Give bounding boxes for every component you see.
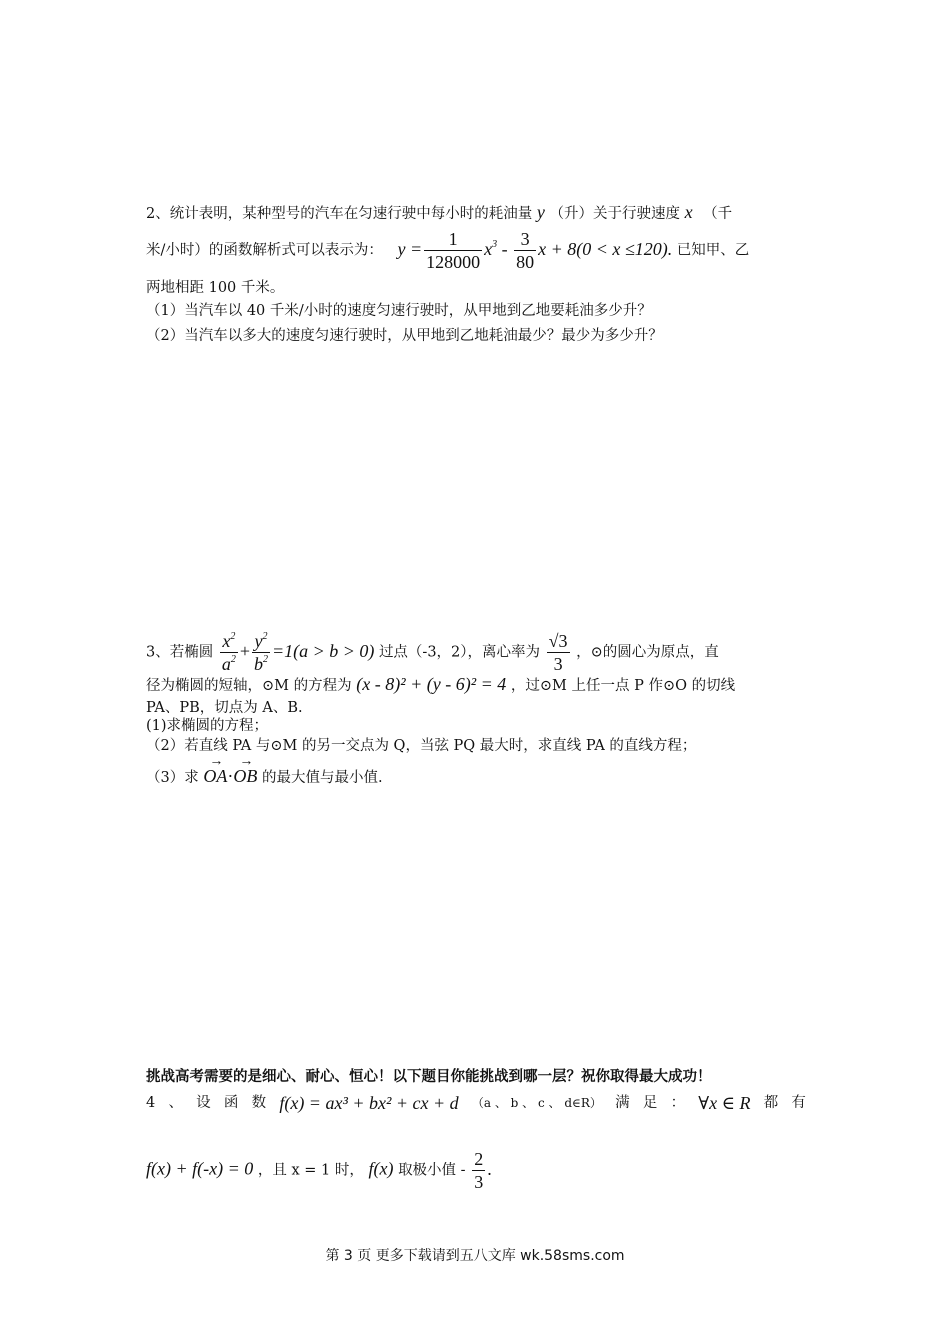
numerator: 3 — [514, 228, 536, 251]
var: b — [254, 654, 263, 674]
q4-text: 数 — [251, 1095, 267, 1111]
q2-text: 已知甲、乙 — [676, 242, 750, 259]
q2-text: 米/小时）的函数解析式可以表示为： — [146, 242, 383, 259]
numerator: 2 — [474, 1149, 484, 1169]
var: x — [222, 631, 231, 651]
page-footer: 第 3 页 更多下载请到五八文库 wk.58sms.com — [325, 1248, 625, 1264]
q3-text: 径为椭圆的短轴，⊙M 的方程为 — [146, 678, 352, 694]
q4-text: 都 — [763, 1095, 779, 1111]
vector-oa: → OA — [203, 760, 227, 786]
fuel-formula — [397, 229, 677, 272]
operator: - — [497, 238, 513, 259]
q3-text: 的最大值与最小值. — [261, 770, 383, 786]
fraction — [514, 228, 536, 273]
q3-text: 3、若椭圆 — [146, 644, 214, 661]
exponent: 2 — [263, 654, 268, 665]
q3-sub2: （2）若直线 PA 与⊙M 的另一交点为 Q，当弦 PQ 最大时，求直线 PA 的直线方程； — [146, 738, 697, 754]
forall-expression: ∀x ∈ R — [698, 1093, 751, 1113]
challenge-title: 挑战高考需要的是细心、耐心、恒心！以下题目你能挑战到哪一层？祝你取得最大成功！ — [146, 1069, 712, 1085]
q4-line2 — [146, 1148, 492, 1193]
q4-text: 4 — [146, 1095, 156, 1111]
formula-tail: =1(a > b > 0) — [272, 640, 375, 661]
q4-text: 函 — [223, 1095, 239, 1111]
term: x — [484, 238, 493, 259]
var-x: x — [684, 202, 693, 222]
minimum-value — [470, 1149, 492, 1192]
q2-sub2: （2）当汽车以多大的速度匀速行驶时，从甲地到乙地耗油最少？最少为多少升？ — [146, 328, 663, 344]
q4-line1-row — [146, 1093, 806, 1113]
exponent: 2 — [230, 631, 236, 642]
q4-text: ，且 x = 1 时， — [257, 1162, 364, 1179]
q4-text: 满 — [615, 1095, 630, 1111]
period: . — [487, 1158, 492, 1179]
q2-line3: 两地相距 100 千米。 — [146, 280, 285, 296]
q2-text: 2、统计表明，某种型号的汽车在匀速行驶中每小时的耗油量 — [146, 206, 533, 222]
q2-sub1: （1）当汽车以 40 千米/小时的速度匀速行驶时，从甲地到乙地要耗油多少升？ — [146, 303, 652, 319]
function-fx: f(x) — [368, 1158, 394, 1179]
q4-line1 — [146, 1093, 806, 1113]
numerator: 1 — [424, 228, 482, 251]
circle-equation: (x - 8)² + (y - 6)² = 4 — [356, 674, 507, 694]
q3-line2 — [146, 674, 735, 696]
vector-product — [203, 766, 257, 786]
denominator: 3 — [474, 1172, 484, 1192]
q2-line2 — [146, 228, 749, 273]
denominator: 80 — [516, 252, 535, 272]
ellipse-equation — [218, 631, 379, 674]
q3-text: 过点（-3，2），离心率为 — [378, 644, 541, 661]
q3-text: （3）求 — [146, 770, 199, 786]
q3-text: ，过⊙M 上任一点 P 作⊙O 的切线 — [510, 678, 736, 694]
numerator — [252, 630, 270, 653]
q2-line1 — [146, 202, 732, 224]
q4-params: （a 、 b 、 c 、 d∈R） — [471, 1096, 602, 1110]
q4-text: 取极小值 - — [398, 1162, 466, 1179]
denominator: 3 — [553, 654, 563, 674]
var: a — [221, 654, 231, 674]
q4-text: 、 — [168, 1095, 183, 1111]
q4-text: 有 — [791, 1095, 806, 1111]
fraction — [547, 630, 570, 675]
formula-tail: x + 8(0 < x ≤120). — [538, 238, 673, 259]
numerator: √3 — [548, 631, 568, 651]
q3-line1 — [146, 630, 719, 675]
operator: + — [239, 640, 250, 661]
q4-text: 设 — [196, 1095, 211, 1111]
q3-sub1: (1)求椭圆的方程； — [146, 718, 269, 734]
q2-text: （升）关于行驶速度 — [549, 206, 680, 222]
fraction — [220, 630, 238, 675]
eccentricity — [545, 631, 572, 674]
q2-text: （千 — [703, 206, 733, 222]
exponent: 3 — [492, 238, 498, 250]
vector-ob: → OB — [233, 760, 257, 786]
formula-lhs: y = — [397, 238, 423, 259]
numerator — [220, 630, 238, 653]
q3-sub3 — [146, 760, 383, 788]
fraction — [252, 630, 270, 675]
exponent: 2 — [262, 631, 268, 642]
var-y: y — [536, 202, 545, 222]
q4-text: 足 — [642, 1095, 658, 1111]
q3-line3: PA、PB，切点为 A、B. — [146, 700, 303, 716]
q4-text: ： — [670, 1095, 686, 1111]
denominator: 128000 — [426, 252, 481, 272]
operator: · — [227, 766, 234, 786]
var: y — [254, 631, 263, 651]
fraction — [424, 228, 482, 273]
denominator — [252, 653, 270, 675]
denominator — [220, 653, 238, 675]
q3-text: ，⊙的圆心为原点，直 — [576, 644, 719, 661]
function-definition: f(x) = ax³ + bx² + cx + d — [279, 1093, 459, 1113]
fraction — [472, 1148, 485, 1193]
exponent: 2 — [230, 654, 236, 665]
odd-function-equation: f(x) + f(-x) = 0 — [146, 1158, 254, 1179]
